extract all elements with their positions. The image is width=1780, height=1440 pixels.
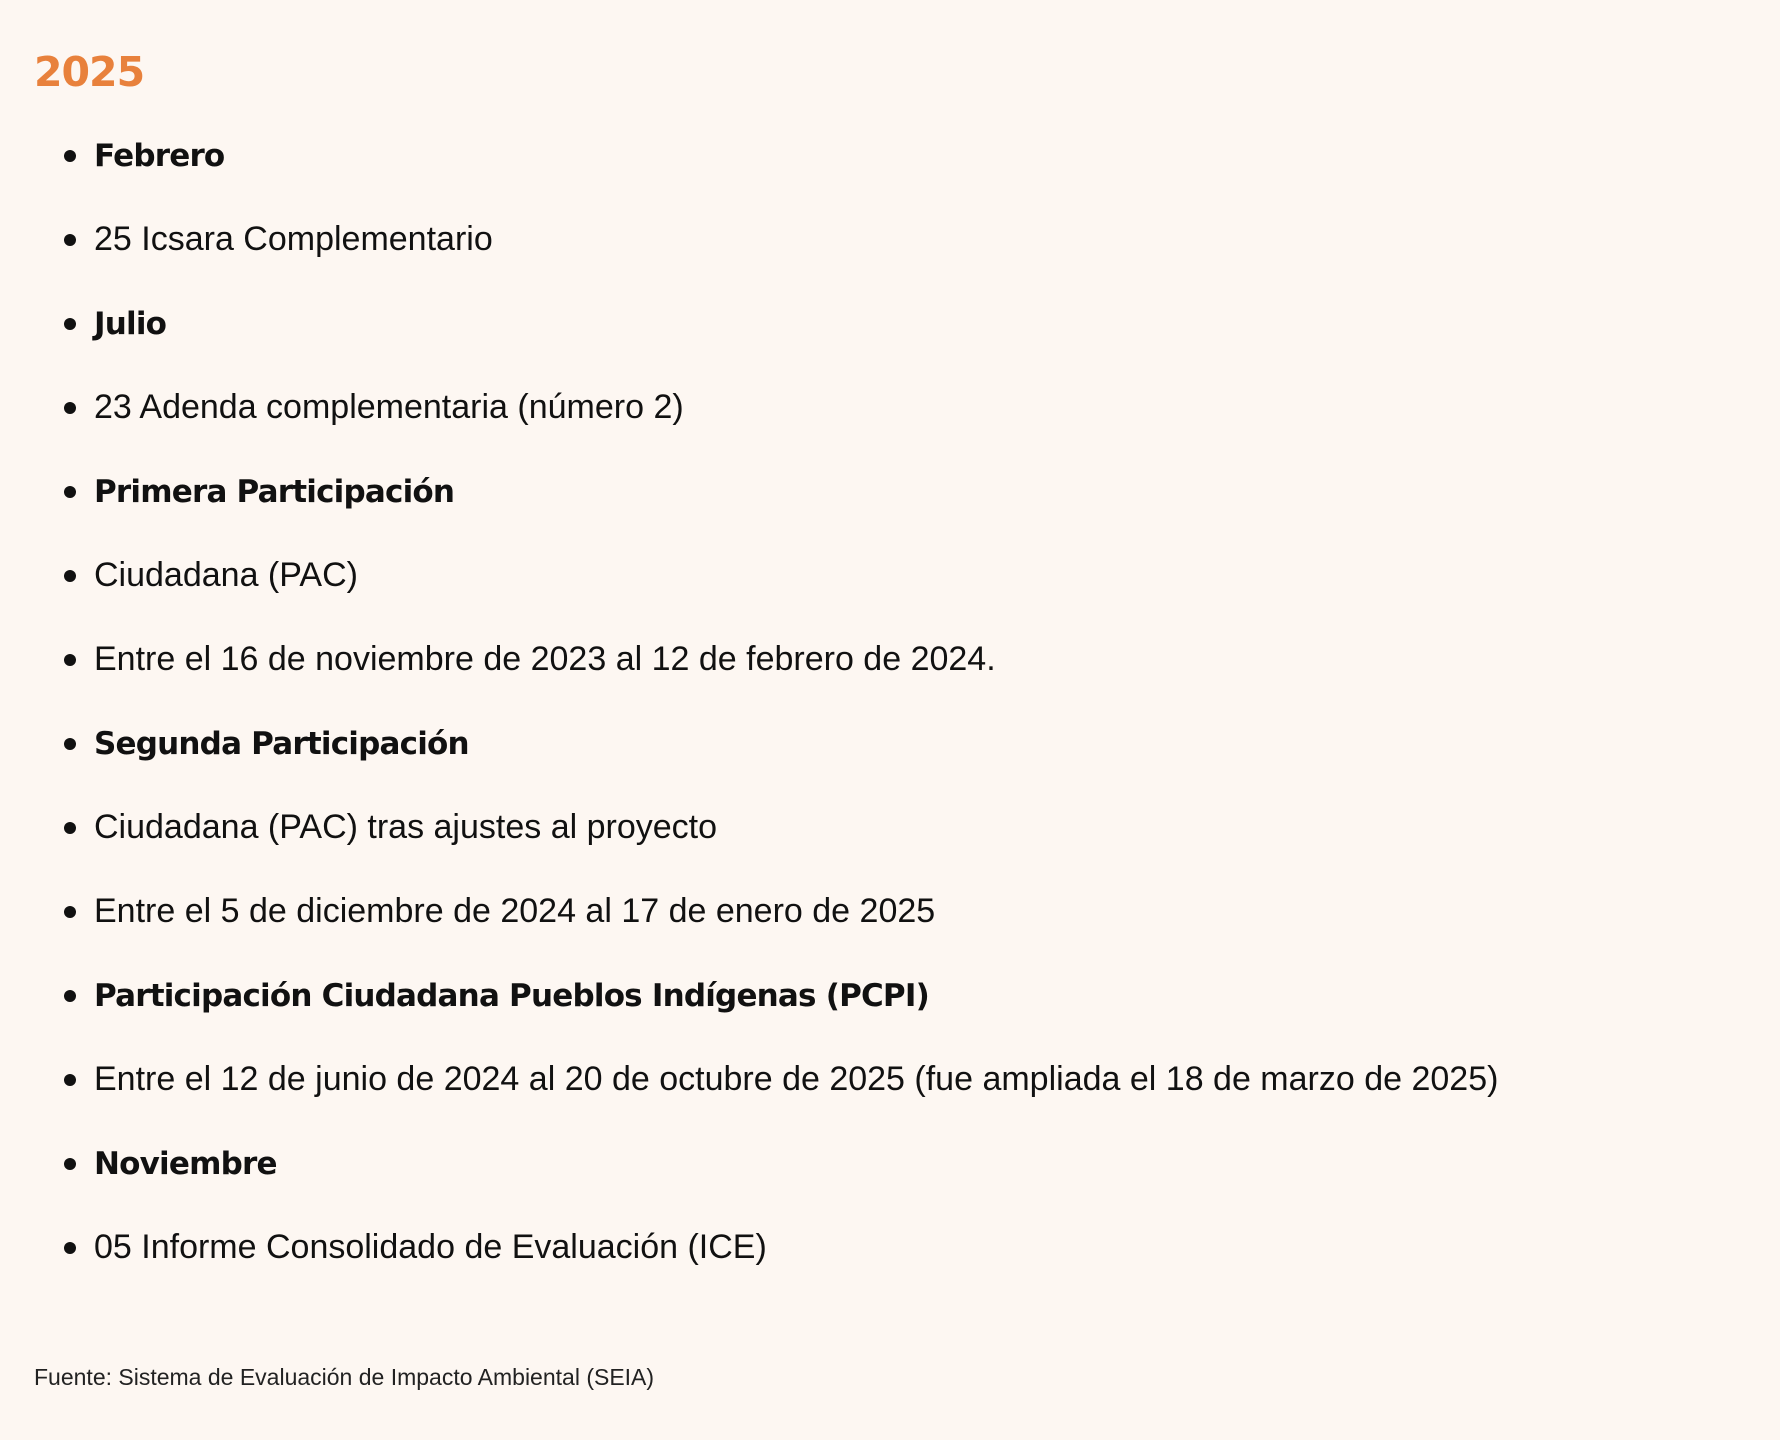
bullet-icon: [64, 234, 76, 246]
bullet-icon: [64, 738, 76, 750]
timeline-item-text: Ciudadana (PAC): [94, 556, 358, 594]
timeline-item-text: Noviembre: [94, 1146, 277, 1182]
timeline-detail-item: [34, 382, 1734, 466]
timeline-heading-item: [34, 1138, 1734, 1222]
timeline-detail-item: [34, 1222, 1734, 1306]
bullet-icon: [64, 1242, 76, 1254]
timeline-item-text: 25 Icsara Complementario: [94, 220, 493, 258]
timeline-item-text: 23 Adenda complementaria (número 2): [94, 388, 684, 426]
timeline-detail-item: [34, 550, 1734, 634]
bullet-icon: [64, 1158, 76, 1170]
timeline-item-text: Primera Participación: [94, 474, 455, 510]
timeline-detail-item: [34, 214, 1734, 298]
bullet-icon: [64, 1074, 76, 1086]
timeline-heading-item: [34, 466, 1734, 550]
timeline-heading-item: [34, 298, 1734, 382]
bullet-icon: [64, 654, 76, 666]
bullet-icon: [64, 402, 76, 414]
timeline-item-text: Ciudadana (PAC) tras ajustes al proyecto: [94, 808, 718, 846]
timeline-item-text: Entre el 16 de noviembre de 2023 al 12 de febrero de 2024.: [94, 640, 996, 678]
bullet-icon: [64, 570, 76, 582]
bullet-icon: [64, 906, 76, 918]
timeline-list: [34, 130, 1734, 1306]
source-note: Fuente: Sistema de Evaluación de Impacto Ambiental (SEIA): [34, 1364, 655, 1390]
timeline-item-text: Participación Ciudadana Pueblos Indígenas (PCPI): [94, 978, 929, 1014]
timeline-item-text: Segunda Participación: [94, 726, 469, 762]
bullet-icon: [64, 990, 76, 1002]
timeline-detail-item: [34, 1054, 1734, 1138]
year-heading: 2025: [34, 48, 145, 96]
timeline-heading-item: [34, 970, 1734, 1054]
timeline-heading-item: [34, 718, 1734, 802]
bullet-icon: [64, 822, 76, 834]
bullet-icon: [64, 486, 76, 498]
timeline-item-text: Julio: [94, 306, 167, 342]
timeline-item-text: 05 Informe Consolidado de Evaluación (ICE): [94, 1228, 767, 1266]
timeline-heading-item: [34, 130, 1734, 214]
bullet-icon: [64, 318, 76, 330]
timeline-detail-item: [34, 886, 1734, 970]
timeline-detail-item: [34, 802, 1734, 886]
timeline-section: [34, 42, 1734, 1306]
bullet-icon: [64, 150, 76, 162]
timeline-item-text: Entre el 5 de diciembre de 2024 al 17 de enero de 2025: [94, 892, 936, 930]
timeline-item-text: Febrero: [94, 138, 225, 174]
timeline-detail-item: [34, 634, 1734, 718]
timeline-item-text: Entre el 12 de junio de 2024 al 20 de octubre de 2025 (fue ampliada el 18 de marzo de 2025): [94, 1060, 1499, 1098]
